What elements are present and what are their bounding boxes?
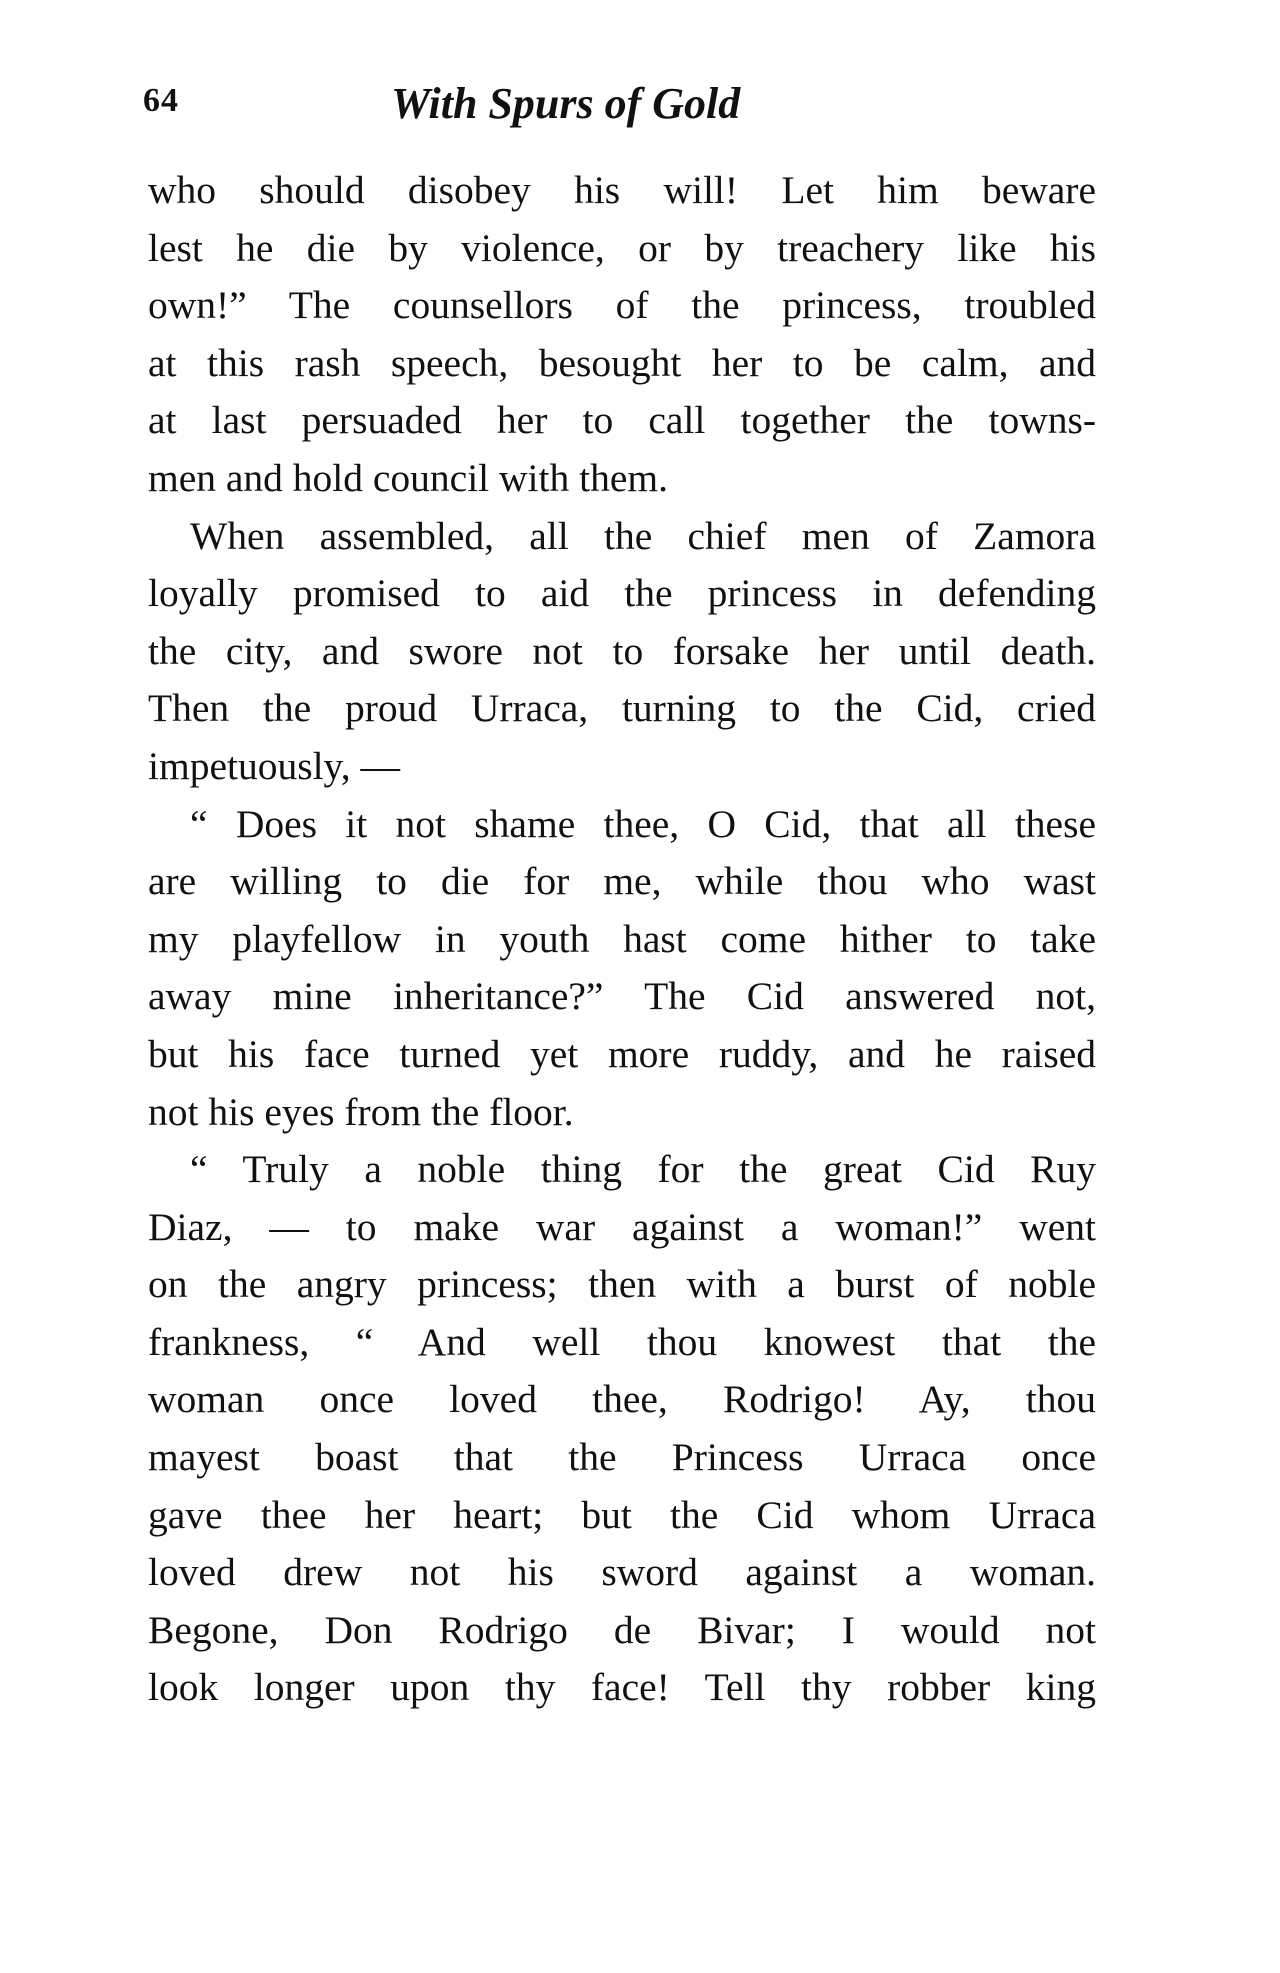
paragraph xyxy=(148,796,1096,1142)
running-head xyxy=(143,78,1093,138)
body-text xyxy=(148,162,1096,1717)
running-title: With Spurs of Gold xyxy=(391,79,741,128)
text-line: at this rash speech, besought her to be calm, and xyxy=(148,340,1096,385)
text-line: loved drew not his sword against a woman. xyxy=(148,1550,1096,1595)
paragraph xyxy=(148,508,1096,796)
text-line: woman once loved thee, Rodrigo! Ay, thou xyxy=(148,1377,1096,1422)
text-line: Begone, Don Rodrigo de Bivar; I would not xyxy=(148,1607,1096,1652)
text-line: on the angry princess; then with a burst of noble xyxy=(148,1262,1096,1307)
text-line: loyally promised to aid the princess in defending xyxy=(148,571,1096,616)
text-line: are willing to die for me, while thou who wast xyxy=(148,859,1096,904)
paragraph xyxy=(148,1141,1096,1717)
text-line: but his face turned yet more ruddy, and he raised xyxy=(148,1031,1096,1076)
text-line: Diaz, — to make war against a woman!” went xyxy=(148,1204,1096,1249)
text-line: gave thee her heart; but the Cid whom Urraca xyxy=(148,1492,1096,1537)
text-line: frankness, “ And well thou knowest that the xyxy=(148,1319,1096,1364)
text-line: mayest boast that the Princess Urraca once xyxy=(148,1435,1096,1480)
text-line: away mine inheritance?” The Cid answered not, xyxy=(148,974,1096,1019)
text-line: impetuously, — xyxy=(148,743,400,788)
text-line: at last persuaded her to call together the towns- xyxy=(148,398,1096,443)
text-line: the city, and swore not to forsake her until death. xyxy=(148,628,1096,673)
text-line: look longer upon thy face! Tell thy robber king xyxy=(148,1665,1096,1710)
text-line: men and hold council with them. xyxy=(148,455,668,500)
text-line: “ Does it not shame thee, O Cid, that all these xyxy=(190,801,1096,846)
text-line: own!” The counsellors of the princess, troubled xyxy=(148,283,1096,328)
text-line: Then the proud Urraca, turning to the Cid, cried xyxy=(148,686,1096,731)
text-line: lest he die by violence, or by treachery like his xyxy=(148,225,1096,270)
text-line: “ Truly a noble thing for the great Cid Ruy xyxy=(190,1147,1096,1192)
page-number: 64 xyxy=(143,82,179,119)
paragraph xyxy=(148,162,1096,508)
text-line: my playfellow in youth hast come hither to take xyxy=(148,916,1096,961)
text-line: who should disobey his will! Let him beware xyxy=(148,168,1096,212)
text-line: not his eyes from the floor. xyxy=(148,1089,574,1134)
text-line: When assembled, all the chief men of Zamora xyxy=(190,513,1096,558)
